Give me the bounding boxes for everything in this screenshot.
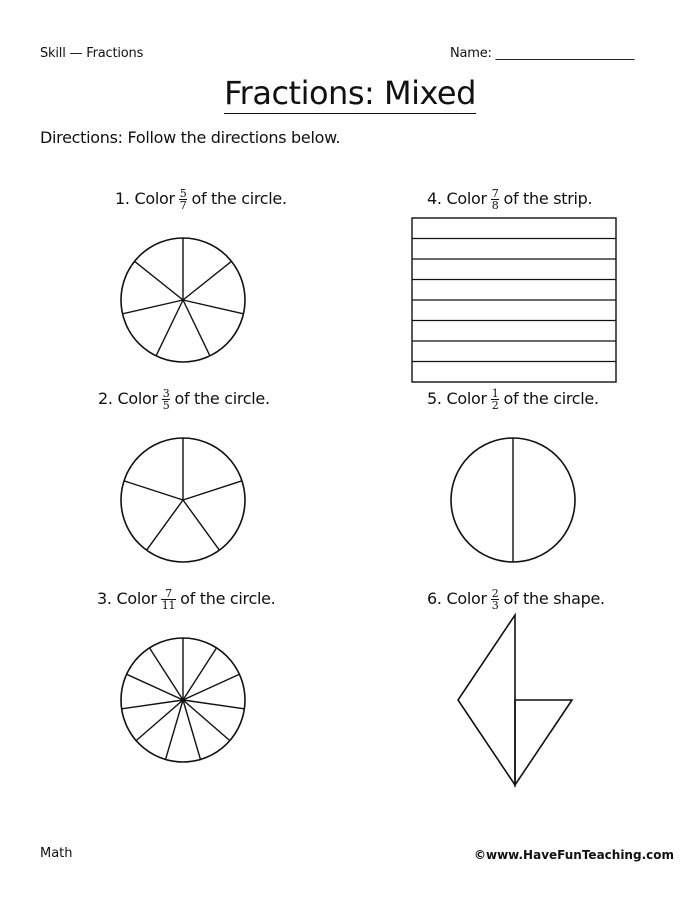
- section-divider: [183, 500, 219, 550]
- problem-5-prompt: 5. Color $\frac{1}{2}$ of the circle.: [427, 387, 599, 412]
- subject-label: Math: [40, 846, 73, 861]
- problem-1-prompt: 1. Color $\frac{5}{7}$ of the circle.: [115, 187, 287, 212]
- fraction: $\frac{5}{7}$: [179, 187, 187, 212]
- website-credit: ©www.HaveFunTeaching.com: [474, 848, 674, 862]
- name-field-label: Name: ______________________: [450, 46, 635, 61]
- problem-4-prompt: 4. Color $\frac{7}{8}$ of the strip.: [427, 187, 593, 212]
- section-divider: [183, 700, 200, 759]
- problem-3-prompt: 3. Color $\frac{7}{11}$ of the circle.: [97, 587, 276, 612]
- fraction: $\frac{7}{8}$: [491, 187, 499, 212]
- page-title: Fractions: Mixed: [224, 74, 476, 112]
- circle-fifths-figure: [121, 438, 245, 562]
- skill-label: Skill — Fractions: [40, 46, 144, 61]
- section-divider: [124, 481, 183, 500]
- strip-eighths-figure: [412, 218, 616, 382]
- fraction: $\frac{3}{5}$: [162, 387, 170, 412]
- circle-elevenths-figure: [121, 638, 245, 762]
- fraction: $\frac{7}{11}$: [161, 587, 176, 612]
- circle-halves-figure: [451, 438, 575, 562]
- problem-6-prompt: 6. Color $\frac{2}{3}$ of the shape.: [427, 587, 605, 612]
- section-divider: [166, 700, 183, 759]
- section-divider: [183, 481, 242, 500]
- problem-2-prompt: 2. Color $\frac{3}{5}$ of the circle.: [98, 387, 270, 412]
- fraction: $\frac{2}{3}$: [491, 587, 499, 612]
- directions-text: Directions: Follow the directions below.: [40, 128, 341, 147]
- triangle-shape-figure: [458, 615, 572, 785]
- fraction: $\frac{1}{2}$: [491, 387, 499, 412]
- section-divider: [147, 500, 183, 550]
